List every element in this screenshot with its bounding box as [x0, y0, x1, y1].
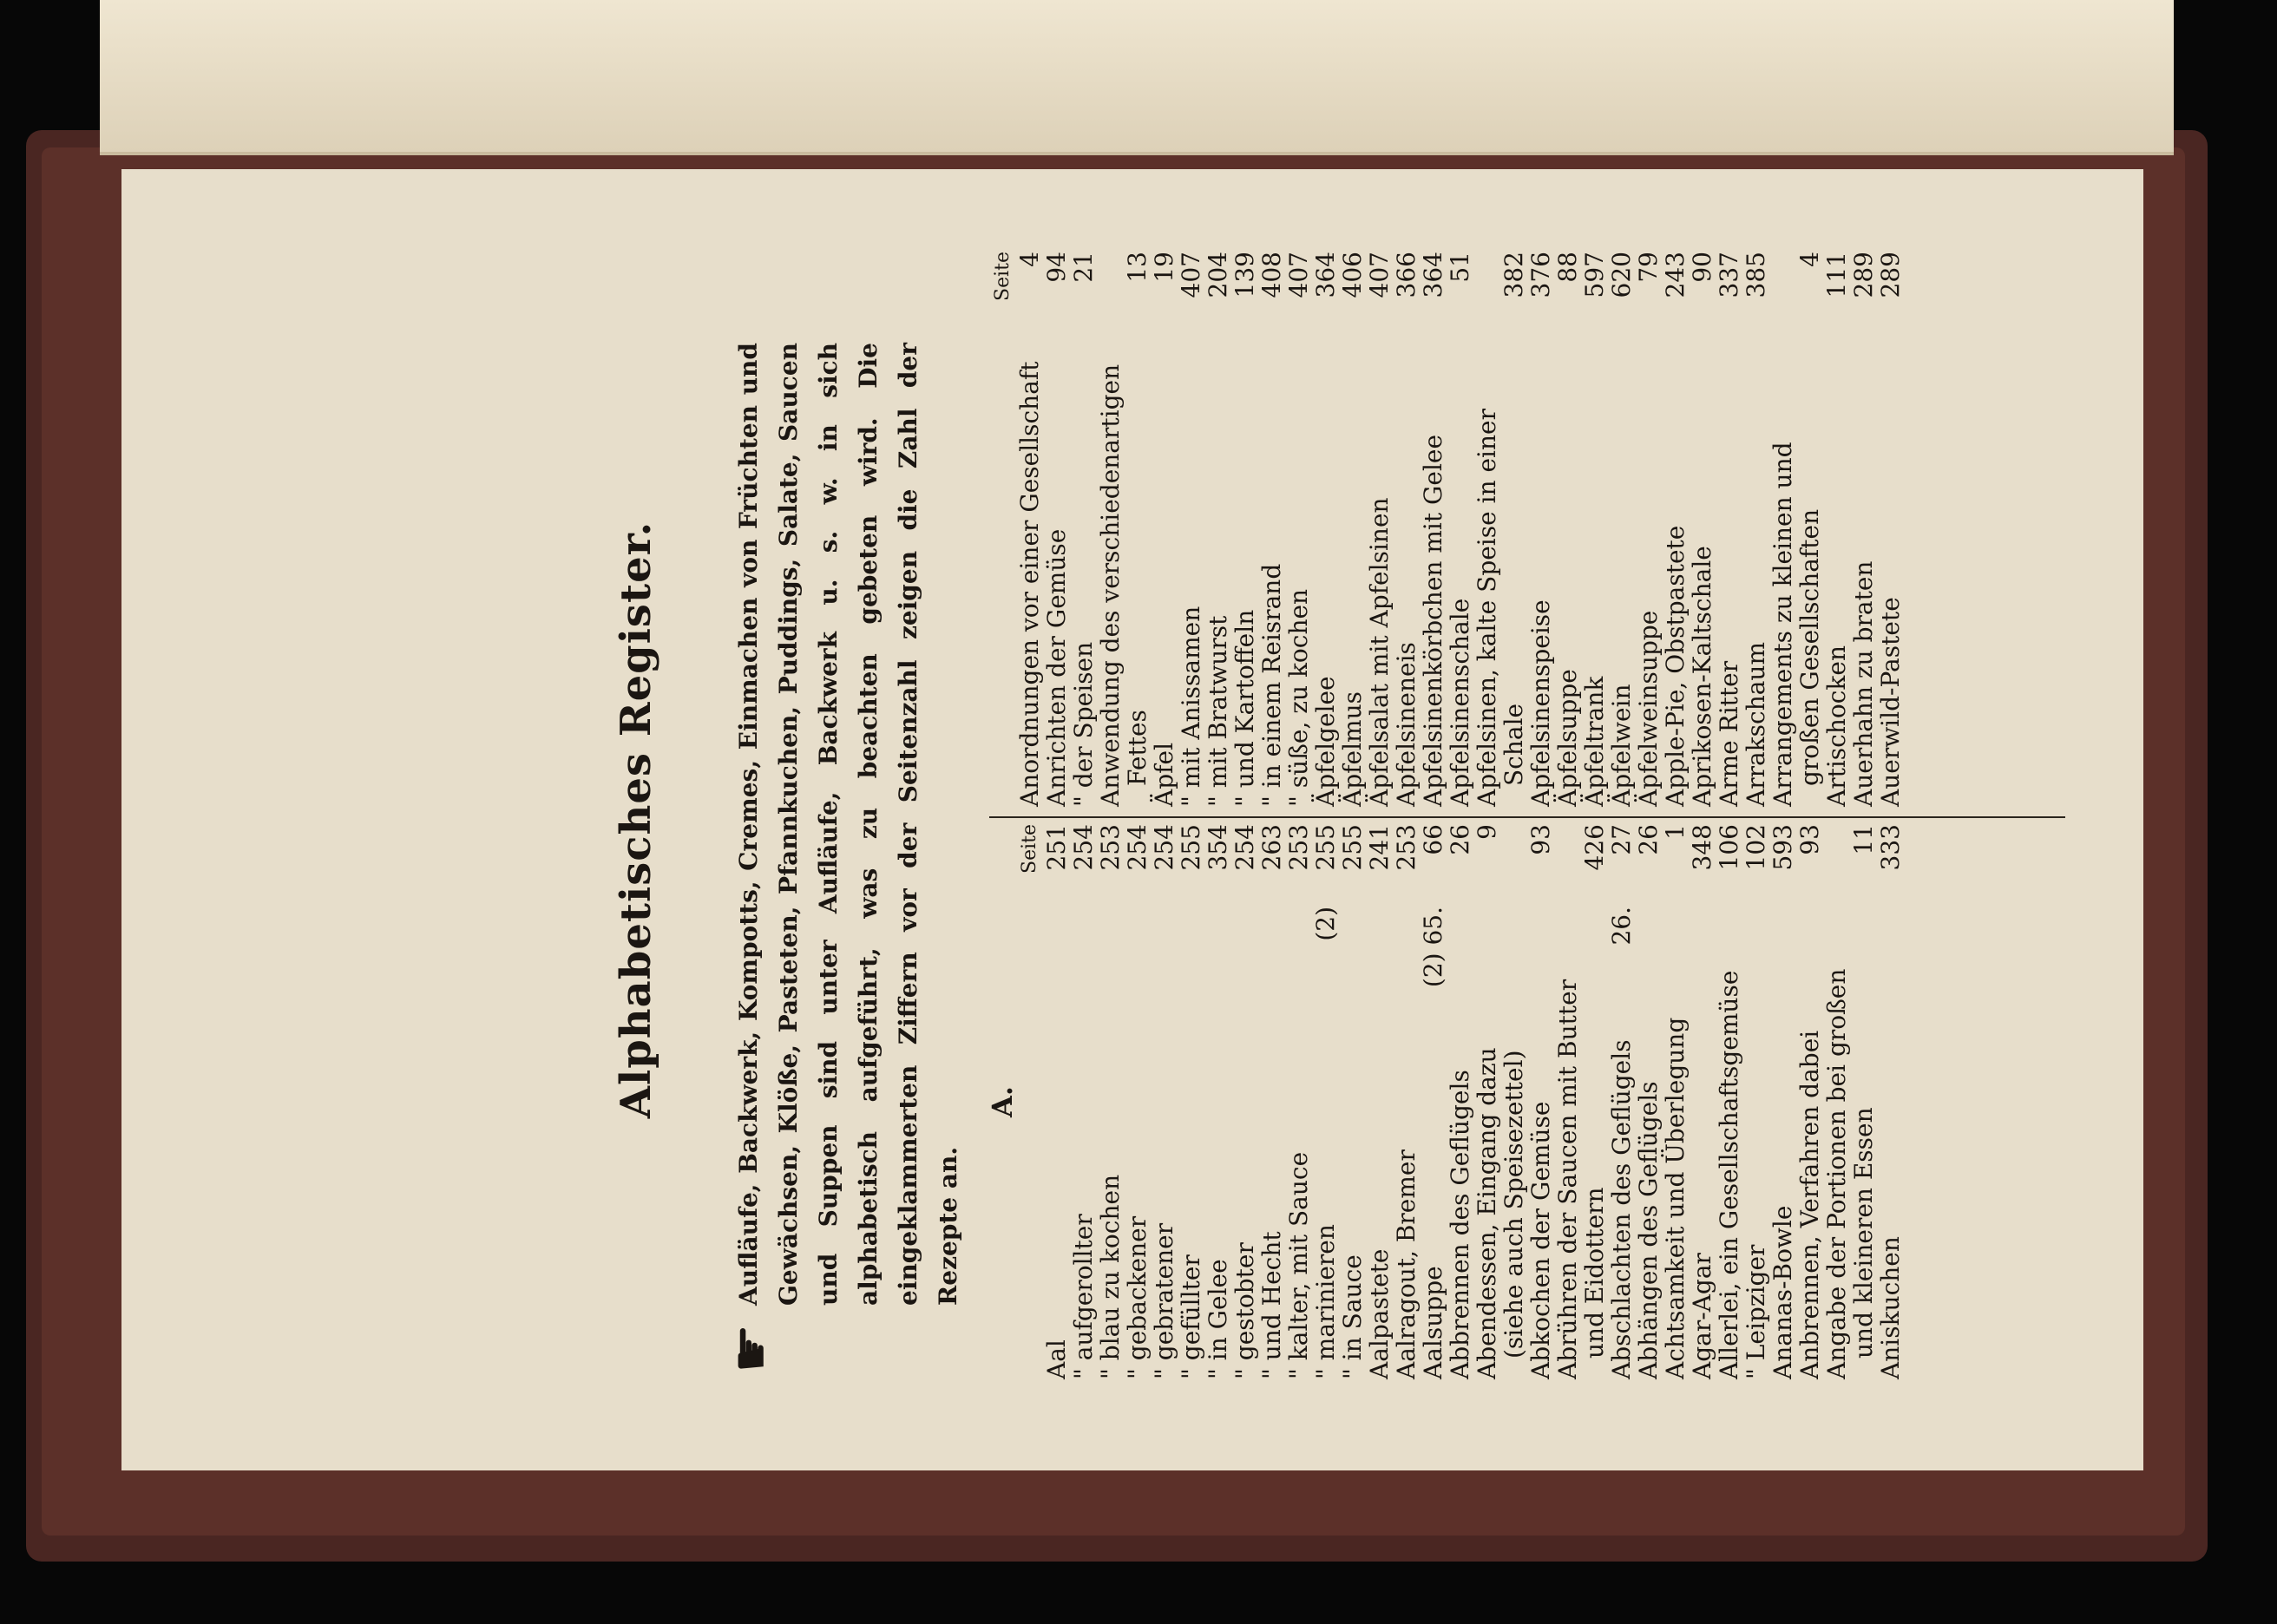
page-number: 376	[1526, 252, 1555, 298]
index-entry	[1742, 252, 1769, 807]
pointing-hand-icon: ☛	[719, 1323, 784, 1373]
entry-term: " gebratener	[1150, 1222, 1178, 1379]
index-entry	[1554, 252, 1581, 807]
index-entry	[1366, 824, 1393, 1379]
page-number: 366	[1392, 252, 1421, 298]
entry-term: Aprikosen-Kaltschale	[1688, 546, 1716, 807]
page-number: 9	[1473, 824, 1501, 840]
page-number: Seite	[1019, 824, 1040, 874]
previous-page-edge	[100, 0, 2174, 155]
entry-term: Apfelsinenspeise	[1526, 599, 1555, 807]
entry-term: Abbrennen des Geflügels	[1446, 1070, 1474, 1379]
entry-term: Aalpastete	[1365, 1248, 1394, 1379]
page-number: 254	[1069, 824, 1098, 871]
index-entry	[1581, 252, 1608, 807]
index-entry	[1285, 824, 1312, 1379]
page-number: 13	[1123, 252, 1152, 283]
page-number: 19	[1150, 252, 1178, 283]
entry-term: Angabe der Portionen bei großen	[1822, 968, 1851, 1379]
entry-term: " aufgerollter	[1069, 1214, 1098, 1379]
index-entry	[1581, 824, 1608, 1379]
page-number: 255	[1177, 824, 1205, 871]
index-entry	[989, 252, 1016, 807]
entry-term: Anbrennen, Verfahren dabei	[1795, 1030, 1824, 1379]
index-entry	[1500, 824, 1527, 1379]
index-entry	[1043, 824, 1070, 1379]
index-entry	[1716, 824, 1742, 1379]
page-number: 364	[1311, 252, 1340, 298]
index-entry	[1877, 252, 1904, 807]
page-number: 66	[1419, 824, 1447, 855]
index-entry	[1473, 824, 1500, 1379]
entry-term: Agar-Agar	[1688, 1253, 1716, 1379]
entry-term: Äpfelsuppe	[1553, 669, 1582, 807]
page-number: 289	[1849, 252, 1878, 298]
page-number: 364	[1419, 252, 1447, 298]
page-number: 94	[1042, 252, 1071, 283]
index-entry	[1689, 824, 1716, 1379]
page-content	[121, 169, 2143, 1470]
entry-term: " gebackener	[1123, 1215, 1152, 1379]
index-entry	[1447, 824, 1473, 1379]
page-number: 251	[1042, 824, 1071, 871]
index-entry	[1258, 252, 1285, 807]
page-number: 4	[1795, 252, 1824, 267]
page-number: 354	[1204, 824, 1232, 871]
index-entry	[1635, 252, 1662, 807]
index-entry	[1527, 252, 1554, 807]
index-entry	[1178, 252, 1204, 807]
page-number: 102	[1742, 824, 1770, 871]
section-letter	[986, 824, 1019, 1379]
recipe-count: 26.	[1607, 907, 1636, 946]
entry-term: und kleineren Essen	[1849, 1107, 1878, 1359]
page-number: 408	[1257, 252, 1286, 298]
page-number: 385	[1742, 252, 1770, 298]
entry-term: Abhängen des Geflügels	[1634, 1081, 1663, 1379]
entry-term: Aalragout, Bremer	[1392, 1149, 1421, 1379]
entry-term: und Eidottern	[1580, 1187, 1609, 1359]
index-entry	[1527, 824, 1554, 1379]
page-number: 382	[1499, 252, 1528, 298]
index-entry	[1554, 824, 1581, 1379]
entry-term: Arrakschaum	[1742, 641, 1770, 807]
book-page	[121, 169, 2143, 1470]
index-entry	[1796, 252, 1823, 807]
page-number: 21	[1069, 252, 1098, 283]
index-entry	[1231, 252, 1258, 807]
index-entry	[1393, 252, 1420, 807]
entry-term: Anordnungen vor einer Gesellschaft	[1015, 361, 1044, 807]
index-entry	[1635, 824, 1662, 1379]
index-column-right	[989, 252, 1904, 807]
page-title: Alphabetisches Register.	[612, 521, 660, 1119]
index-entry	[1823, 824, 1850, 1379]
page-number: 241	[1365, 824, 1394, 871]
entry-term: Äpfel	[1150, 742, 1178, 807]
index-entry	[1097, 824, 1124, 1379]
page-number: 79	[1634, 252, 1663, 283]
page-number: 1	[1661, 824, 1690, 840]
page-number: 620	[1607, 252, 1636, 298]
index-entry	[1124, 824, 1151, 1379]
page-number: 4	[1015, 252, 1044, 267]
entry-term: " in einem Reisrand	[1257, 563, 1286, 807]
entry-term: " und Kartoffeln	[1230, 609, 1259, 807]
entry-term: Ananas-Bowle	[1768, 1205, 1797, 1379]
entry-term: Äpfelwein	[1607, 684, 1636, 807]
entry-term: Anrichten der Gemüse	[1042, 528, 1071, 807]
entry-term: " Leipziger	[1742, 1244, 1770, 1379]
index-entry	[1151, 824, 1178, 1379]
entry-term: " süße, zu kochen	[1284, 588, 1313, 807]
page-number: 11	[1849, 824, 1878, 855]
page-number: 263	[1257, 824, 1286, 871]
entry-term: großen Gesellschaften	[1795, 508, 1824, 786]
entry-term: Äpfeltrank	[1580, 676, 1609, 807]
page-number: 253	[1096, 824, 1125, 871]
index-entry	[1339, 824, 1366, 1379]
page-number: 407	[1177, 252, 1205, 298]
page-number: 255	[1338, 824, 1367, 871]
entry-term: Aniskuchen	[1876, 1236, 1905, 1379]
index-entry	[1097, 252, 1124, 807]
entry-term: Äpfelsalat mit Apfelsinen	[1365, 497, 1394, 807]
page-number: 243	[1661, 252, 1690, 298]
index-entry	[1151, 252, 1178, 807]
index-entry	[1312, 824, 1339, 1379]
entry-term: Äpfelgelee	[1311, 676, 1340, 807]
page-number: 254	[1123, 824, 1152, 871]
entry-term: Apfelsineneis	[1392, 642, 1421, 807]
page-number: 289	[1876, 252, 1905, 298]
page-number: Seite	[992, 252, 1014, 301]
index-entry	[1823, 252, 1850, 807]
entry-term: Abkochen der Gemüse	[1526, 1101, 1555, 1379]
index-entry	[1608, 252, 1635, 807]
page-number: 111	[1822, 252, 1851, 298]
index-entry	[1420, 252, 1447, 807]
page-number: 254	[1150, 824, 1178, 871]
index-entry	[1043, 252, 1070, 807]
index-entry	[1312, 252, 1339, 807]
index-entry	[1796, 824, 1823, 1379]
entry-term: " marinieren	[1311, 1224, 1340, 1379]
page-number: 90	[1688, 252, 1716, 283]
page-number: 88	[1553, 252, 1582, 283]
page-number: 26	[1446, 824, 1474, 855]
entry-term: " und Hecht	[1257, 1231, 1286, 1379]
column-divider	[989, 816, 2065, 818]
page-number: 407	[1284, 252, 1313, 298]
index-entry	[1662, 824, 1689, 1379]
intro-paragraph: Aufläufe, Backwerk, Kompotts, Cremes, Einmachen von Früchten und Gewächsen, Klöße, Pasteten, Pfannkuchen, Puddings, Salate, Saucen und Suppen sind unter Aufläufe, Backwerk u. s. w. in sich alphabetisch aufgeführt, was zu beachten gebeten wird. Die eingeklammerten Ziffern vor der Seitenzahl zeigen die Zahl der Rezepte an.	[734, 343, 962, 1306]
entry-term: " in Sauce	[1338, 1254, 1367, 1379]
page-number: 255	[1311, 824, 1340, 871]
entry-term: " kalter, mit Sauce	[1284, 1151, 1313, 1379]
entry-term: Anwendung des verschiedenartigen	[1096, 363, 1125, 807]
recipe-count: (2)	[1311, 907, 1340, 941]
page-number: 406	[1338, 252, 1367, 298]
entry-term: " der Speisen	[1069, 641, 1098, 807]
page-number: 253	[1284, 824, 1313, 871]
index-entry	[1500, 252, 1527, 807]
index-entry	[1769, 252, 1796, 807]
index-column-left	[986, 824, 1905, 1379]
entry-term: Apfelsinenschale	[1446, 598, 1474, 807]
entry-term: Abschlachten des Geflügels	[1607, 1039, 1636, 1379]
page-number: 26	[1634, 824, 1663, 855]
index-entry	[1016, 252, 1043, 807]
page-number: 204	[1204, 252, 1232, 298]
entry-term: Abrühren der Saucen mit Butter	[1553, 979, 1582, 1379]
entry-term: " mit Bratwurst	[1204, 615, 1232, 807]
index-entry	[1339, 252, 1366, 807]
entry-term: Auerwild-Pastete	[1876, 597, 1905, 807]
index-entry	[1204, 824, 1231, 1379]
index-entry	[1420, 824, 1447, 1379]
entry-term: " in Gelee	[1204, 1259, 1232, 1379]
index-entry	[1016, 824, 1043, 1379]
index-entry	[1285, 252, 1312, 807]
page-number: 333	[1876, 824, 1905, 871]
index-entry	[1070, 252, 1097, 807]
index-entry	[1689, 252, 1716, 807]
index-entry	[1769, 824, 1796, 1379]
index-entry	[1070, 824, 1097, 1379]
index-entry	[1877, 824, 1904, 1379]
entry-term: Äpfelweinsuppe	[1634, 610, 1663, 807]
entry-term: Arrangements zu kleinen und	[1768, 442, 1797, 807]
entry-term: Arme Ritter	[1715, 660, 1743, 807]
entry-term: Apfelsinenkörbchen mit Gelee	[1419, 434, 1447, 807]
page-number: 93	[1795, 824, 1824, 855]
index-entry	[1178, 824, 1204, 1379]
recipe-count: (2) 65.	[1419, 907, 1447, 988]
index-entry	[1204, 252, 1231, 807]
page-number: 337	[1715, 252, 1743, 298]
entry-term: " gestobter	[1230, 1242, 1259, 1379]
entry-term: Fettes	[1123, 710, 1152, 786]
entry-term: Äpfelmus	[1338, 691, 1367, 807]
page-number: 597	[1580, 252, 1609, 298]
page-number: 426	[1580, 824, 1609, 871]
page-number: 254	[1230, 824, 1259, 871]
index-entry	[1258, 824, 1285, 1379]
entry-term: Aal	[1042, 1339, 1071, 1379]
page-number: 253	[1392, 824, 1421, 871]
page-number: 139	[1230, 252, 1259, 298]
index-entry	[1742, 824, 1769, 1379]
index-entry	[1850, 252, 1877, 807]
entry-term: Schale	[1499, 703, 1528, 786]
entry-term: Apple-Pie, Obstpastete	[1661, 525, 1690, 807]
page-number: 27	[1607, 824, 1636, 855]
page-number: 593	[1768, 824, 1797, 871]
index-entry	[1473, 252, 1500, 807]
index-entry	[1662, 252, 1689, 807]
index-entry	[1366, 252, 1393, 807]
entry-term: Apfelsinen, kalte Speise in einer	[1473, 408, 1501, 807]
page-number: 51	[1446, 252, 1474, 283]
entry-term: Auerhahn zu braten	[1849, 560, 1878, 807]
page-number: 106	[1715, 824, 1743, 871]
page-number: 348	[1688, 824, 1716, 871]
entry-term: Achtsamkeit und Überlegung	[1661, 1017, 1690, 1379]
entry-term: " gefüllter	[1177, 1254, 1205, 1379]
index-entry	[1124, 252, 1151, 807]
page-number: 93	[1526, 824, 1555, 855]
entry-term: Allerlei, ein Gesellschaftsgemüse	[1715, 970, 1743, 1379]
entry-term: Abendessen, Eingang dazu	[1473, 1047, 1501, 1379]
index-entry	[1716, 252, 1742, 807]
page-number: 407	[1365, 252, 1394, 298]
entry-term: Artischocken	[1822, 645, 1851, 807]
entry-term: A.	[986, 1086, 1019, 1117]
entry-term: " blau zu kochen	[1096, 1174, 1125, 1379]
index-entry	[1231, 824, 1258, 1379]
index-entry	[1608, 824, 1635, 1379]
index-entry	[1393, 824, 1420, 1379]
entry-term: Aalsuppe	[1419, 1266, 1447, 1379]
entry-term: " mit Anissamen	[1177, 606, 1205, 807]
index-entry	[1447, 252, 1473, 807]
index-entry	[1850, 824, 1877, 1379]
entry-term: (siehe auch Speisezettel)	[1499, 1050, 1528, 1359]
